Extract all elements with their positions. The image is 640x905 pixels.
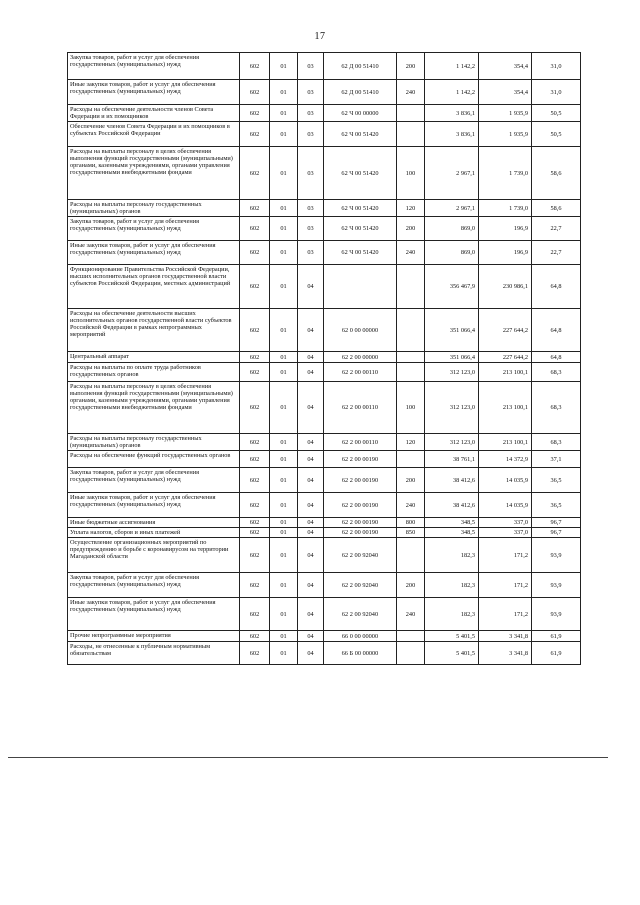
cell-target-article-code: 62 2 00 92040 bbox=[324, 573, 397, 598]
cell-subsection-code: 04 bbox=[298, 493, 324, 518]
page-number: 17 bbox=[314, 31, 326, 42]
cell-description: Закупка товаров, работ и услуг для обеспечения государственных (муниципальных) нужд bbox=[68, 573, 240, 598]
cell-expense-type-code: 200 bbox=[397, 573, 425, 598]
cell-actual-amount: 213 100,1 bbox=[479, 382, 532, 434]
cell-execution-percent: 58,6 bbox=[532, 147, 581, 200]
cell-target-article-code: 62 Ч 00 00000 bbox=[324, 105, 397, 122]
cell-expense-type-code: 800 bbox=[397, 518, 425, 528]
table-row bbox=[68, 122, 581, 147]
cell-expense-type-code: 100 bbox=[397, 382, 425, 434]
cell-description: Иные бюджетные ассигнования bbox=[68, 518, 240, 528]
cell-execution-percent: 93,9 bbox=[532, 598, 581, 631]
cell-target-article-code: 62 2 00 92040 bbox=[324, 598, 397, 631]
cell-description: Закупка товаров, работ и услуг для обеспечения государственных (муниципальных) нужд bbox=[68, 468, 240, 493]
cell-admin-code: 602 bbox=[240, 598, 270, 631]
cell-admin-code: 602 bbox=[240, 105, 270, 122]
cell-description: Расходы на выплаты персоналу в целях обеспечения выполнения функций государственными (муниципальными) органами, казенными учреждениями, органами управления государственными внебюджетными фондами bbox=[68, 382, 240, 434]
cell-subsection-code: 04 bbox=[298, 468, 324, 493]
cell-subsection-code: 04 bbox=[298, 518, 324, 528]
cell-description: Расходы на выплаты персоналу в целях обеспечения выполнения функций государственными (муниципальными) органами, казенными учреждениями, органами управления государственными внебюджетными фондами bbox=[68, 147, 240, 200]
cell-execution-percent: 36,5 bbox=[532, 493, 581, 518]
cell-execution-percent: 68,3 bbox=[532, 382, 581, 434]
cell-description: Иные закупки товаров, работ и услуг для обеспечения государственных (муниципальных) нужд bbox=[68, 493, 240, 518]
cell-target-article-code: 66 Б 00 00000 bbox=[324, 642, 397, 665]
table-row bbox=[68, 382, 581, 434]
cell-description: Закупка товаров, работ и услуг для обеспечения государственных (муниципальных) нужд bbox=[68, 53, 240, 80]
cell-expense-type-code bbox=[397, 122, 425, 147]
cell-admin-code: 602 bbox=[240, 573, 270, 598]
cell-actual-amount: 354,4 bbox=[479, 80, 532, 105]
cell-planned-amount: 5 401,5 bbox=[425, 631, 479, 642]
cell-section-code: 01 bbox=[270, 147, 298, 200]
cell-actual-amount: 1 935,9 bbox=[479, 105, 532, 122]
table-row bbox=[68, 528, 581, 538]
cell-admin-code: 602 bbox=[240, 217, 270, 241]
cell-expense-type-code bbox=[397, 538, 425, 573]
cell-execution-percent: 36,5 bbox=[532, 468, 581, 493]
cell-execution-percent: 50,5 bbox=[532, 105, 581, 122]
cell-planned-amount: 38 761,1 bbox=[425, 451, 479, 468]
cell-admin-code: 602 bbox=[240, 265, 270, 309]
cell-expense-type-code: 120 bbox=[397, 200, 425, 217]
table-row bbox=[68, 217, 581, 241]
cell-planned-amount: 348,5 bbox=[425, 518, 479, 528]
cell-subsection-code: 04 bbox=[298, 434, 324, 451]
cell-planned-amount: 182,3 bbox=[425, 598, 479, 631]
cell-target-article-code: 62 Ч 00 51420 bbox=[324, 241, 397, 265]
cell-admin-code: 602 bbox=[240, 382, 270, 434]
cell-subsection-code: 03 bbox=[298, 80, 324, 105]
cell-target-article-code: 62 Ч 00 51420 bbox=[324, 147, 397, 200]
cell-admin-code: 602 bbox=[240, 363, 270, 382]
cell-section-code: 01 bbox=[270, 309, 298, 352]
cell-subsection-code: 03 bbox=[298, 200, 324, 217]
cell-target-article-code: 66 0 00 00000 bbox=[324, 631, 397, 642]
cell-actual-amount: 14 372,9 bbox=[479, 451, 532, 468]
cell-expense-type-code bbox=[397, 265, 425, 309]
cell-target-article-code: 62 2 00 00190 bbox=[324, 528, 397, 538]
cell-actual-amount: 337,0 bbox=[479, 518, 532, 528]
cell-target-article-code: 62 2 00 92040 bbox=[324, 538, 397, 573]
cell-planned-amount: 182,3 bbox=[425, 573, 479, 598]
cell-execution-percent: 64,8 bbox=[532, 352, 581, 363]
cell-planned-amount: 356 467,9 bbox=[425, 265, 479, 309]
cell-actual-amount: 14 035,9 bbox=[479, 493, 532, 518]
cell-target-article-code: 62 2 00 00190 bbox=[324, 493, 397, 518]
cell-planned-amount: 312 123,0 bbox=[425, 382, 479, 434]
cell-target-article-code: 62 2 00 00190 bbox=[324, 518, 397, 528]
cell-planned-amount: 3 836,1 bbox=[425, 122, 479, 147]
table-row bbox=[68, 265, 581, 309]
cell-section-code: 01 bbox=[270, 363, 298, 382]
cell-subsection-code: 04 bbox=[298, 309, 324, 352]
cell-actual-amount: 213 100,1 bbox=[479, 363, 532, 382]
cell-target-article-code: 62 2 00 00110 bbox=[324, 382, 397, 434]
table-row bbox=[68, 241, 581, 265]
cell-subsection-code: 04 bbox=[298, 363, 324, 382]
table-row bbox=[68, 105, 581, 122]
cell-section-code: 01 bbox=[270, 518, 298, 528]
cell-expense-type-code: 100 bbox=[397, 147, 425, 200]
cell-expense-type-code: 200 bbox=[397, 217, 425, 241]
cell-subsection-code: 04 bbox=[298, 528, 324, 538]
table-row bbox=[68, 538, 581, 573]
cell-expense-type-code bbox=[397, 352, 425, 363]
cell-actual-amount: 227 644,2 bbox=[479, 309, 532, 352]
cell-target-article-code bbox=[324, 265, 397, 309]
cell-admin-code: 602 bbox=[240, 468, 270, 493]
cell-execution-percent: 64,8 bbox=[532, 265, 581, 309]
cell-admin-code: 602 bbox=[240, 309, 270, 352]
cell-expense-type-code: 200 bbox=[397, 468, 425, 493]
cell-execution-percent: 31,0 bbox=[532, 53, 581, 80]
cell-expense-type-code: 240 bbox=[397, 598, 425, 631]
table-row bbox=[68, 598, 581, 631]
cell-subsection-code: 03 bbox=[298, 241, 324, 265]
cell-subsection-code: 04 bbox=[298, 451, 324, 468]
cell-section-code: 01 bbox=[270, 538, 298, 573]
table-row bbox=[68, 200, 581, 217]
cell-description: Расходы на выплаты персоналу государственных (муниципальных) органов bbox=[68, 434, 240, 451]
cell-subsection-code: 03 bbox=[298, 147, 324, 200]
cell-section-code: 01 bbox=[270, 80, 298, 105]
cell-execution-percent: 96,7 bbox=[532, 528, 581, 538]
cell-description: Функционирование Правительства Российской Федерации, высших исполнительных органов государственной власти субъектов Российской Федерации, местных администраций bbox=[68, 265, 240, 309]
cell-section-code: 01 bbox=[270, 642, 298, 665]
table-row bbox=[68, 518, 581, 528]
cell-admin-code: 602 bbox=[240, 538, 270, 573]
cell-section-code: 01 bbox=[270, 468, 298, 493]
cell-subsection-code: 03 bbox=[298, 217, 324, 241]
cell-description: Центральный аппарат bbox=[68, 352, 240, 363]
cell-planned-amount: 3 836,1 bbox=[425, 105, 479, 122]
table-row bbox=[68, 631, 581, 642]
table-row bbox=[68, 147, 581, 200]
cell-actual-amount: 1 739,0 bbox=[479, 200, 532, 217]
cell-description: Иные закупки товаров, работ и услуг для обеспечения государственных (муниципальных) нужд bbox=[68, 598, 240, 631]
cell-section-code: 01 bbox=[270, 265, 298, 309]
cell-admin-code: 602 bbox=[240, 451, 270, 468]
cell-planned-amount: 351 066,4 bbox=[425, 309, 479, 352]
cell-description: Обеспечение членов Совета Федерации и их помощников в субъектах Российской Федерации bbox=[68, 122, 240, 147]
table-row bbox=[68, 363, 581, 382]
cell-description: Расходы на выплаты по оплате труда работников государственных органов bbox=[68, 363, 240, 382]
cell-admin-code: 602 bbox=[240, 241, 270, 265]
cell-target-article-code: 62 2 00 00000 bbox=[324, 352, 397, 363]
cell-admin-code: 602 bbox=[240, 528, 270, 538]
cell-admin-code: 602 bbox=[240, 631, 270, 642]
cell-actual-amount: 1 935,9 bbox=[479, 122, 532, 147]
cell-target-article-code: 62 Д 00 51410 bbox=[324, 53, 397, 80]
cell-execution-percent: 31,0 bbox=[532, 80, 581, 105]
cell-planned-amount: 38 412,6 bbox=[425, 468, 479, 493]
cell-expense-type-code: 200 bbox=[397, 53, 425, 80]
cell-expense-type-code bbox=[397, 363, 425, 382]
cell-description: Осуществление организационных мероприятий по предупреждению и борьбе с коронавирусом на территории Магаданской области bbox=[68, 538, 240, 573]
cell-execution-percent: 58,6 bbox=[532, 200, 581, 217]
cell-actual-amount: 14 035,9 bbox=[479, 468, 532, 493]
cell-admin-code: 602 bbox=[240, 147, 270, 200]
cell-planned-amount: 2 967,1 bbox=[425, 147, 479, 200]
cell-section-code: 01 bbox=[270, 598, 298, 631]
cell-section-code: 01 bbox=[270, 217, 298, 241]
cell-section-code: 01 bbox=[270, 493, 298, 518]
cell-section-code: 01 bbox=[270, 122, 298, 147]
cell-actual-amount: 171,2 bbox=[479, 573, 532, 598]
cell-admin-code: 602 bbox=[240, 53, 270, 80]
cell-description: Расходы на обеспечение деятельности членов Совета Федерации и их помощников bbox=[68, 105, 240, 122]
cell-section-code: 01 bbox=[270, 528, 298, 538]
cell-admin-code: 602 bbox=[240, 642, 270, 665]
cell-subsection-code: 04 bbox=[298, 382, 324, 434]
cell-section-code: 01 bbox=[270, 53, 298, 80]
cell-subsection-code: 03 bbox=[298, 105, 324, 122]
cell-actual-amount: 196,9 bbox=[479, 241, 532, 265]
cell-expense-type-code: 850 bbox=[397, 528, 425, 538]
cell-section-code: 01 bbox=[270, 382, 298, 434]
cell-planned-amount: 1 142,2 bbox=[425, 53, 479, 80]
cell-expense-type-code bbox=[397, 642, 425, 665]
cell-subsection-code: 04 bbox=[298, 265, 324, 309]
table-row bbox=[68, 493, 581, 518]
table-row bbox=[68, 451, 581, 468]
cell-expense-type-code: 120 bbox=[397, 434, 425, 451]
cell-actual-amount: 354,4 bbox=[479, 53, 532, 80]
cell-description: Иные закупки товаров, работ и услуг для обеспечения государственных (муниципальных) нужд bbox=[68, 241, 240, 265]
cell-actual-amount: 3 341,8 bbox=[479, 642, 532, 665]
table-row bbox=[68, 80, 581, 105]
table-body bbox=[68, 53, 581, 665]
cell-admin-code: 602 bbox=[240, 434, 270, 451]
cell-actual-amount: 213 100,1 bbox=[479, 434, 532, 451]
cell-actual-amount: 171,2 bbox=[479, 598, 532, 631]
cell-target-article-code: 62 Ч 00 51420 bbox=[324, 122, 397, 147]
cell-actual-amount: 3 341,8 bbox=[479, 631, 532, 642]
cell-description: Расходы на обеспечение деятельности высших исполнительных органов государственной власти субъектов Российской Федерации в рамках непрограммных мероприятий bbox=[68, 309, 240, 352]
cell-admin-code: 602 bbox=[240, 352, 270, 363]
cell-description: Расходы на обеспечение функций государственных органов bbox=[68, 451, 240, 468]
table-row bbox=[68, 309, 581, 352]
cell-execution-percent: 61,9 bbox=[532, 642, 581, 665]
cell-execution-percent: 68,3 bbox=[532, 363, 581, 382]
table-row bbox=[68, 573, 581, 598]
footer-divider bbox=[8, 757, 608, 758]
cell-planned-amount: 38 412,6 bbox=[425, 493, 479, 518]
cell-admin-code: 602 bbox=[240, 122, 270, 147]
cell-section-code: 01 bbox=[270, 105, 298, 122]
cell-execution-percent: 37,1 bbox=[532, 451, 581, 468]
cell-subsection-code: 04 bbox=[298, 642, 324, 665]
budget-table bbox=[67, 52, 581, 665]
cell-execution-percent: 61,9 bbox=[532, 631, 581, 642]
cell-admin-code: 602 bbox=[240, 200, 270, 217]
cell-execution-percent: 22,7 bbox=[532, 217, 581, 241]
cell-planned-amount: 312 123,0 bbox=[425, 434, 479, 451]
cell-planned-amount: 1 142,2 bbox=[425, 80, 479, 105]
cell-subsection-code: 03 bbox=[298, 122, 324, 147]
cell-execution-percent: 64,8 bbox=[532, 309, 581, 352]
cell-target-article-code: 62 Ч 00 51420 bbox=[324, 200, 397, 217]
cell-actual-amount: 196,9 bbox=[479, 217, 532, 241]
cell-subsection-code: 03 bbox=[298, 53, 324, 80]
cell-subsection-code: 04 bbox=[298, 631, 324, 642]
cell-planned-amount: 869,0 bbox=[425, 241, 479, 265]
cell-admin-code: 602 bbox=[240, 518, 270, 528]
cell-planned-amount: 182,3 bbox=[425, 538, 479, 573]
cell-target-article-code: 62 Ч 00 51420 bbox=[324, 217, 397, 241]
cell-target-article-code: 62 0 00 00000 bbox=[324, 309, 397, 352]
cell-planned-amount: 869,0 bbox=[425, 217, 479, 241]
cell-target-article-code: 62 2 00 00110 bbox=[324, 363, 397, 382]
cell-description: Расходы, не отнесенные к публичным нормативным обязательствам bbox=[68, 642, 240, 665]
cell-actual-amount: 227 644,2 bbox=[479, 352, 532, 363]
cell-subsection-code: 04 bbox=[298, 573, 324, 598]
cell-description: Уплата налогов, сборов и иных платежей bbox=[68, 528, 240, 538]
cell-execution-percent: 68,3 bbox=[532, 434, 581, 451]
cell-planned-amount: 2 967,1 bbox=[425, 200, 479, 217]
cell-expense-type-code: 240 bbox=[397, 80, 425, 105]
cell-execution-percent: 93,9 bbox=[532, 573, 581, 598]
cell-expense-type-code bbox=[397, 105, 425, 122]
table-row bbox=[68, 468, 581, 493]
table-row bbox=[68, 53, 581, 80]
cell-admin-code: 602 bbox=[240, 80, 270, 105]
cell-admin-code: 602 bbox=[240, 493, 270, 518]
cell-planned-amount: 5 401,5 bbox=[425, 642, 479, 665]
cell-section-code: 01 bbox=[270, 631, 298, 642]
cell-execution-percent: 96,7 bbox=[532, 518, 581, 528]
cell-description: Прочие непрограммные мероприятия bbox=[68, 631, 240, 642]
cell-actual-amount: 337,0 bbox=[479, 528, 532, 538]
cell-target-article-code: 62 2 00 00110 bbox=[324, 434, 397, 451]
cell-section-code: 01 bbox=[270, 241, 298, 265]
cell-expense-type-code bbox=[397, 631, 425, 642]
cell-planned-amount: 348,5 bbox=[425, 528, 479, 538]
cell-expense-type-code: 240 bbox=[397, 241, 425, 265]
table-row bbox=[68, 434, 581, 451]
cell-section-code: 01 bbox=[270, 451, 298, 468]
cell-actual-amount: 171,2 bbox=[479, 538, 532, 573]
cell-target-article-code: 62 2 00 00190 bbox=[324, 468, 397, 493]
cell-section-code: 01 bbox=[270, 434, 298, 451]
cell-description: Расходы на выплаты персоналу государственных (муниципальных) органов bbox=[68, 200, 240, 217]
cell-execution-percent: 93,9 bbox=[532, 538, 581, 573]
cell-section-code: 01 bbox=[270, 200, 298, 217]
cell-section-code: 01 bbox=[270, 573, 298, 598]
cell-expense-type-code bbox=[397, 451, 425, 468]
cell-actual-amount: 1 739,0 bbox=[479, 147, 532, 200]
cell-target-article-code: 62 Д 00 51410 bbox=[324, 80, 397, 105]
cell-subsection-code: 04 bbox=[298, 538, 324, 573]
cell-description: Иные закупки товаров, работ и услуг для обеспечения государственных (муниципальных) нужд bbox=[68, 80, 240, 105]
cell-execution-percent: 22,7 bbox=[532, 241, 581, 265]
cell-planned-amount: 312 123,0 bbox=[425, 363, 479, 382]
cell-execution-percent: 50,5 bbox=[532, 122, 581, 147]
cell-target-article-code: 62 2 00 00190 bbox=[324, 451, 397, 468]
cell-section-code: 01 bbox=[270, 352, 298, 363]
cell-description: Закупка товаров, работ и услуг для обеспечения государственных (муниципальных) нужд bbox=[68, 217, 240, 241]
table-row bbox=[68, 642, 581, 665]
cell-subsection-code: 04 bbox=[298, 352, 324, 363]
cell-actual-amount: 230 986,1 bbox=[479, 265, 532, 309]
cell-expense-type-code: 240 bbox=[397, 493, 425, 518]
cell-subsection-code: 04 bbox=[298, 598, 324, 631]
cell-expense-type-code bbox=[397, 309, 425, 352]
table-row bbox=[68, 352, 581, 363]
cell-planned-amount: 351 066,4 bbox=[425, 352, 479, 363]
